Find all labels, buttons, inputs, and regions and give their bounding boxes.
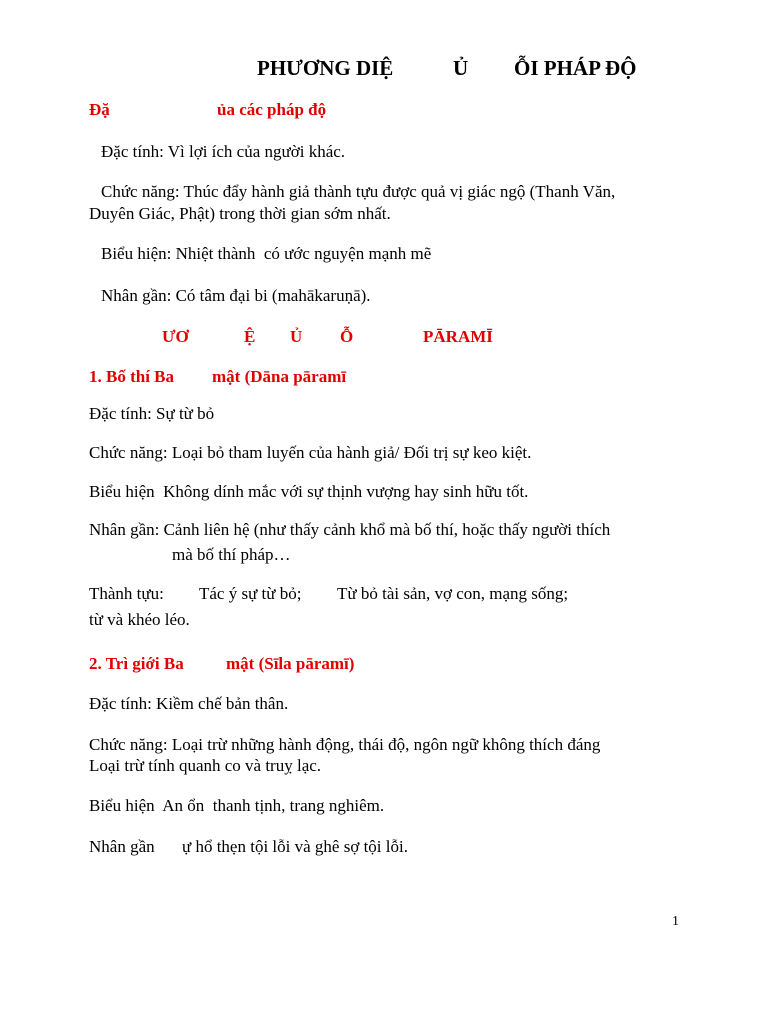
sila-heading-part-2: mật (Sīla pāramī) xyxy=(226,654,355,673)
parami-heading-part-4: Ỗ xyxy=(340,327,354,346)
parami-heading-part-5: PĀRAMĪ xyxy=(423,327,493,346)
general-chuc-nang-line-2: Duyên Giác, Phật) trong thời gian sớm nhất. xyxy=(89,204,391,223)
general-bieu-hien: Biểu hiện: Nhiệt thành có ước nguyện mạnh mẽ xyxy=(101,244,432,263)
dana-thanh-tuu-part-1: Tác ý sự từ bỏ; xyxy=(199,584,302,603)
sila-bieu-hien: Biểu hiện An ổn thanh tịnh, trang nghiêm. xyxy=(89,796,385,815)
dana-nhan-gan-line-2: mà bố thí pháp… xyxy=(172,545,291,564)
page-number: 1 xyxy=(672,914,679,929)
general-chuc-nang-line-1: Chức năng: Thúc đẩy hành giả thành tựu được quả vị giác ngộ (Thanh Văn, xyxy=(101,182,616,201)
title-part-2: Ủ xyxy=(453,56,469,80)
sila-chuc-nang-line-2: Loại trừ tính quanh co và truỵ lạc. xyxy=(89,756,322,775)
sila-dac-tinh: Đặc tính: Kiềm chế bản thân. xyxy=(89,694,289,713)
dana-thanh-tuu-part-2: Từ bỏ tài sản, vợ con, mạng sống; xyxy=(337,584,569,603)
dana-chuc-nang: Chức năng: Loại bỏ tham luyến của hành giả/ Đối trị sự keo kiệt. xyxy=(89,443,532,462)
parami-heading-part-2: Ệ xyxy=(244,327,256,346)
section-heading-part-1: Đặ xyxy=(89,100,110,119)
section-heading-part-2: ủa các pháp độ xyxy=(217,100,327,119)
dana-heading-part-2: mật (Dāna pāramī xyxy=(212,367,347,386)
sila-nhan-gan-label: Nhân gần xyxy=(89,837,155,856)
dana-dac-tinh: Đặc tính: Sự từ bỏ xyxy=(89,404,215,423)
title-part-3: ỖI PHÁP ĐỘ xyxy=(514,56,637,80)
dana-thanh-tuu-line-2: từ và khéo léo. xyxy=(89,610,190,629)
sila-chuc-nang-line-1: Chức năng: Loại trừ những hành động, thái độ, ngôn ngữ không thích đáng xyxy=(89,735,601,754)
sila-heading-part-1: 2. Trì giới Ba xyxy=(89,654,184,673)
dana-bieu-hien: Biểu hiện Không dính mắc với sự thịnh vượng hay sinh hữu tốt. xyxy=(89,482,529,501)
parami-heading-part-1: ƯƠ xyxy=(162,327,189,346)
general-nhan-gan: Nhân gần: Có tâm đại bi (mahākaruṇā). xyxy=(101,286,371,305)
general-dac-tinh: Đặc tính: Vì lợi ích của người khác. xyxy=(101,142,346,161)
parami-heading-part-3: Ủ xyxy=(290,327,303,346)
dana-nhan-gan-line-1: Nhân gần: Cảnh liên hệ (như thấy cảnh khổ mà bố thí, hoặc thấy người thích xyxy=(89,520,611,539)
dana-thanh-tuu-label: Thành tựu: xyxy=(89,584,164,603)
sila-nhan-gan-text: ự hổ thẹn tội lỗi và ghê sợ tội lỗi. xyxy=(182,837,408,856)
dana-heading-part-1: 1. Bố thí Ba xyxy=(89,367,175,386)
title-part-1: PHƯƠNG DIỆ xyxy=(257,56,394,80)
